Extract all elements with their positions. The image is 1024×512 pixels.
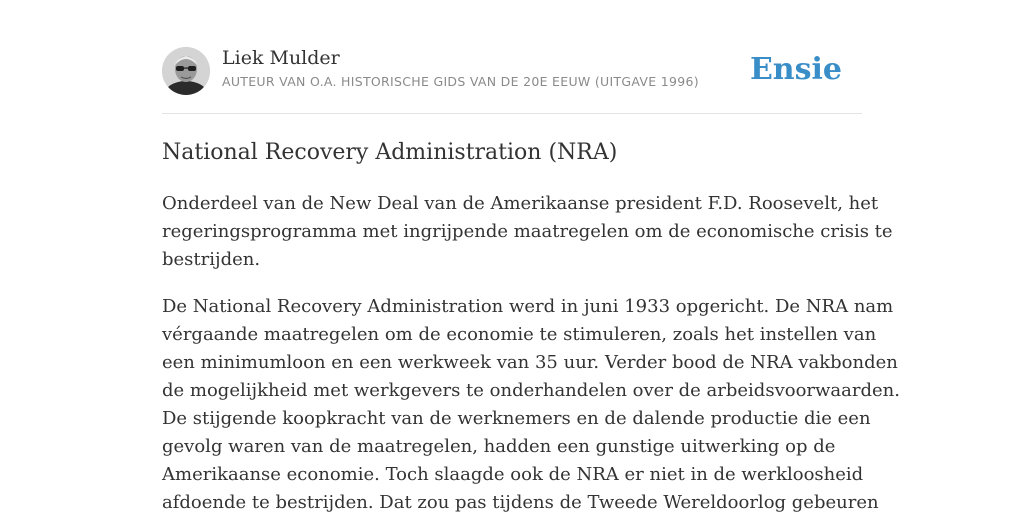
paragraph-line: Amerikaanse economie. Toch slaagde ook de NRA er niet in de werkloosheid [162, 464, 864, 485]
article-paragraph [162, 293, 900, 512]
author-avatar-image [162, 47, 210, 95]
paragraph-line: Onderdeel van de New Deal van de Amerikaanse president F.D. Roosevelt, het [162, 193, 879, 214]
article-title: National Recovery Administration (NRA) [162, 140, 618, 165]
paragraph-line: De stijgende koopkracht van de werknemers en de dalende productie die een [162, 408, 871, 429]
ensie-logo[interactable]: Ensie [749, 52, 842, 87]
article-paragraph [162, 190, 893, 274]
paragraph-line: de mogelijkheid met werkgevers te onderhandelen over de arbeidsvoorwaarden. [162, 380, 900, 401]
author-name[interactable]: Liek Mulder [222, 47, 340, 69]
paragraph-line: een minimumloon en een werkweek van 35 uur. Verder bood de NRA vakbonden [162, 352, 898, 373]
paragraph-line: gevolg waren van de maatregelen, hadden een gunstige uitwerking op de [162, 436, 836, 457]
header-divider [162, 113, 862, 114]
author-avatar[interactable] [162, 47, 210, 95]
paragraph-line: bestrijden. [162, 249, 261, 270]
paragraph-line: regeringsprogramma met ingrijpende maatregelen om de economische crisis te [162, 221, 893, 242]
paragraph-line: De National Recovery Administration werd in juni 1933 opgericht. De NRA nam [162, 296, 894, 317]
paragraph-line: afdoende te bestrijden. Dat zou pas tijdens de Tweede Wereldoorlog gebeuren [162, 492, 879, 512]
article-body [162, 190, 900, 512]
author-header [162, 46, 862, 96]
author-bio: AUTEUR VAN O.A. HISTORISCHE GIDS VAN DE 20E EEUW (UITGAVE 1996) [222, 74, 699, 89]
paragraph-line: vérgaande maatregelen om de economie te stimuleren, zoals het instellen van [162, 324, 877, 345]
